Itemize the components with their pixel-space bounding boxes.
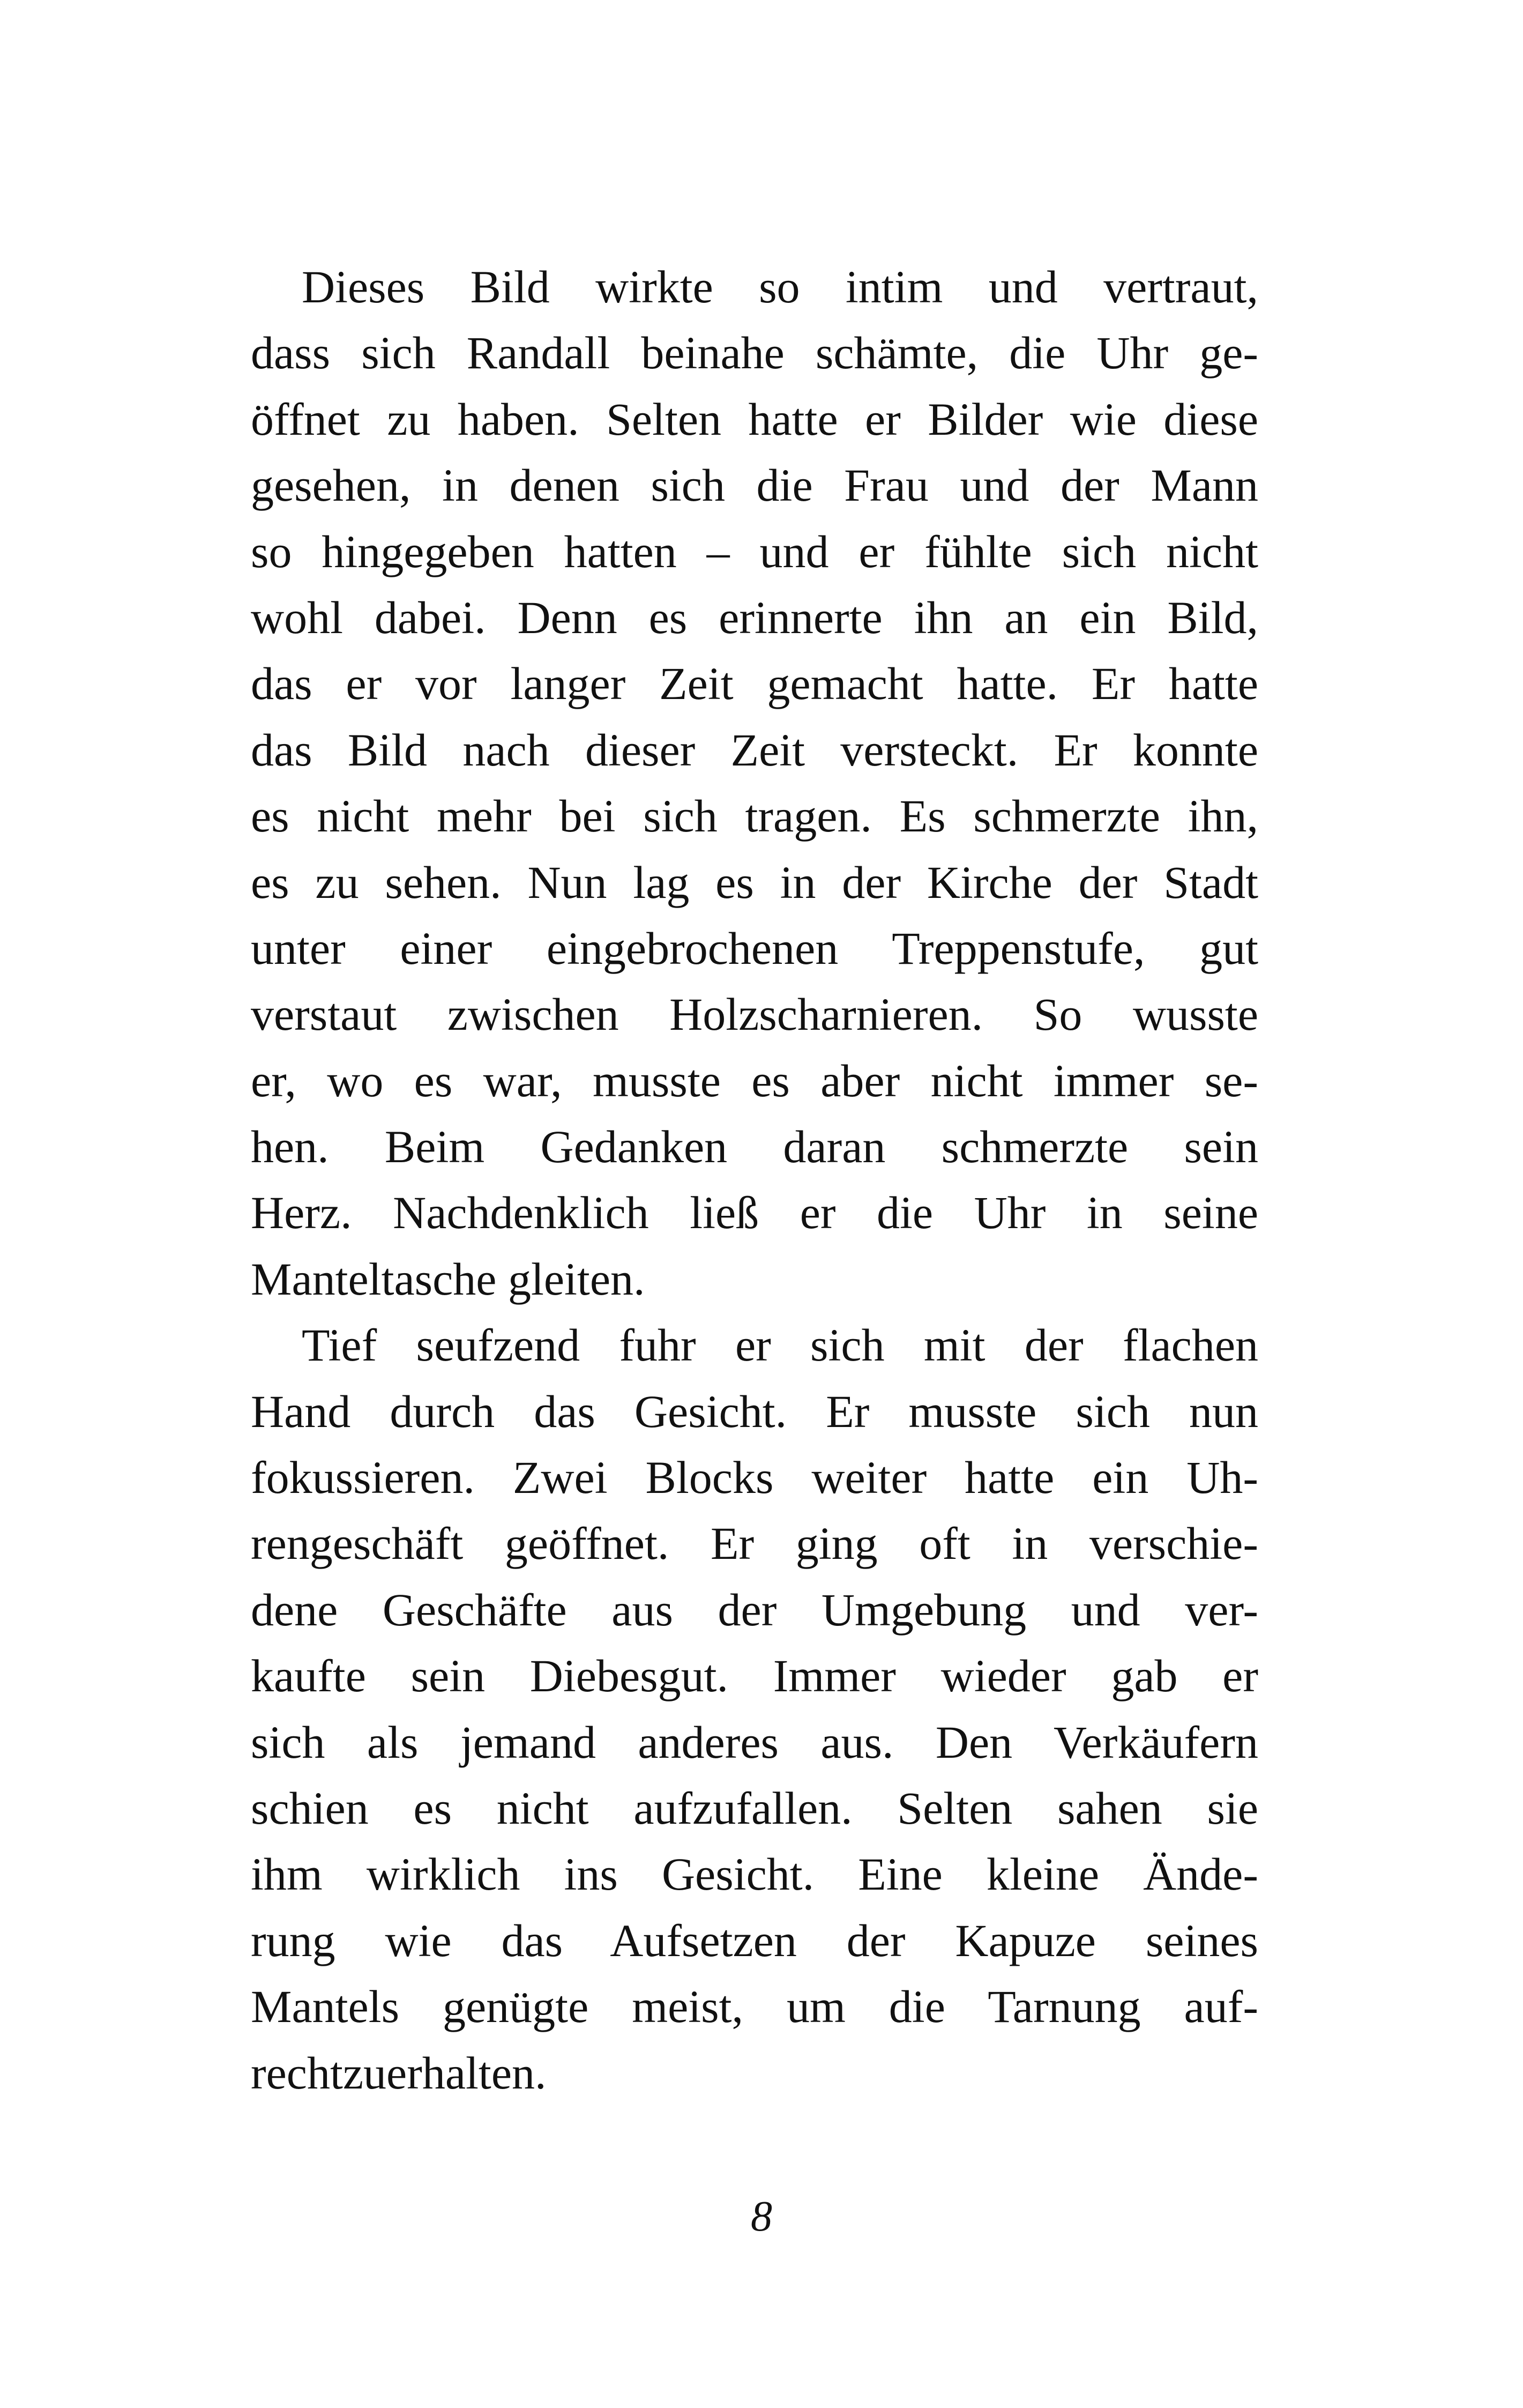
text-line: dene Geschäfte aus der Umgebung und ver- (251, 1584, 1258, 1636)
text-line: unter einer eingebrochenen Treppenstufe, gut (251, 922, 1258, 974)
text-line: er, wo es war, musste es aber nicht immer se- (251, 1054, 1258, 1106)
text-line: schien es nicht aufzufallen. Selten sahen sie (251, 1782, 1258, 1834)
text-line: so hingegeben hatten – und er fühlte sich nicht (251, 525, 1258, 577)
text-line: hen. Beim Gedanken daran schmerzte sein (251, 1121, 1258, 1173)
text-line: sich als jemand anderes aus. Den Verkäufern (251, 1716, 1258, 1768)
text-line: Tief seufzend fuhr er sich mit der flachen (302, 1319, 1258, 1371)
text-line: wohl dabei. Denn es erinnerte ihn an ein Bild, (251, 591, 1258, 643)
text-line: das er vor langer Zeit gemacht hatte. Er hatte (251, 658, 1258, 710)
text-line: rechtzuerhalten. (251, 2047, 547, 2099)
text-line: öffnet zu haben. Selten hatte er Bilder wie diese (251, 393, 1258, 445)
page-number: 8 (751, 2193, 772, 2240)
text-line: Mantels genügte meist, um die Tarnung auf- (251, 1981, 1258, 2033)
text-line: verstaut zwischen Holzscharnieren. So wusste (251, 989, 1258, 1041)
text-line: ihm wirklich ins Gesicht. Eine kleine Ände- (251, 1848, 1258, 1900)
body-text (251, 254, 1258, 2106)
text-line: Dieses Bild wirkte so intim und vertraut, (302, 261, 1258, 313)
text-line: es nicht mehr bei sich tragen. Es schmerzte ihn, (251, 790, 1258, 842)
text-line: fokussieren. Zwei Blocks weiter hatte ein Uh- (251, 1452, 1258, 1504)
text-line: dass sich Randall beinahe schämte, die Uhr ge- (251, 327, 1258, 379)
text-line: kaufte sein Diebesgut. Immer wieder gab er (251, 1650, 1258, 1702)
text-line: das Bild nach dieser Zeit versteckt. Er konnte (251, 724, 1258, 776)
text-line: rengeschäft geöffnet. Er ging oft in verschie- (251, 1518, 1258, 1570)
text-line: Manteltasche gleiten. (251, 1253, 645, 1305)
text-line: Herz. Nachdenklich ließ er die Uhr in seine (251, 1187, 1258, 1239)
text-line: Hand durch das Gesicht. Er musste sich nun (251, 1385, 1258, 1437)
text-line: es zu sehen. Nun lag es in der Kirche der Stadt (251, 856, 1258, 908)
text-line: rung wie das Aufsetzen der Kapuze seines (251, 1914, 1258, 1966)
text-line: gesehen, in denen sich die Frau und der Mann (251, 459, 1258, 511)
